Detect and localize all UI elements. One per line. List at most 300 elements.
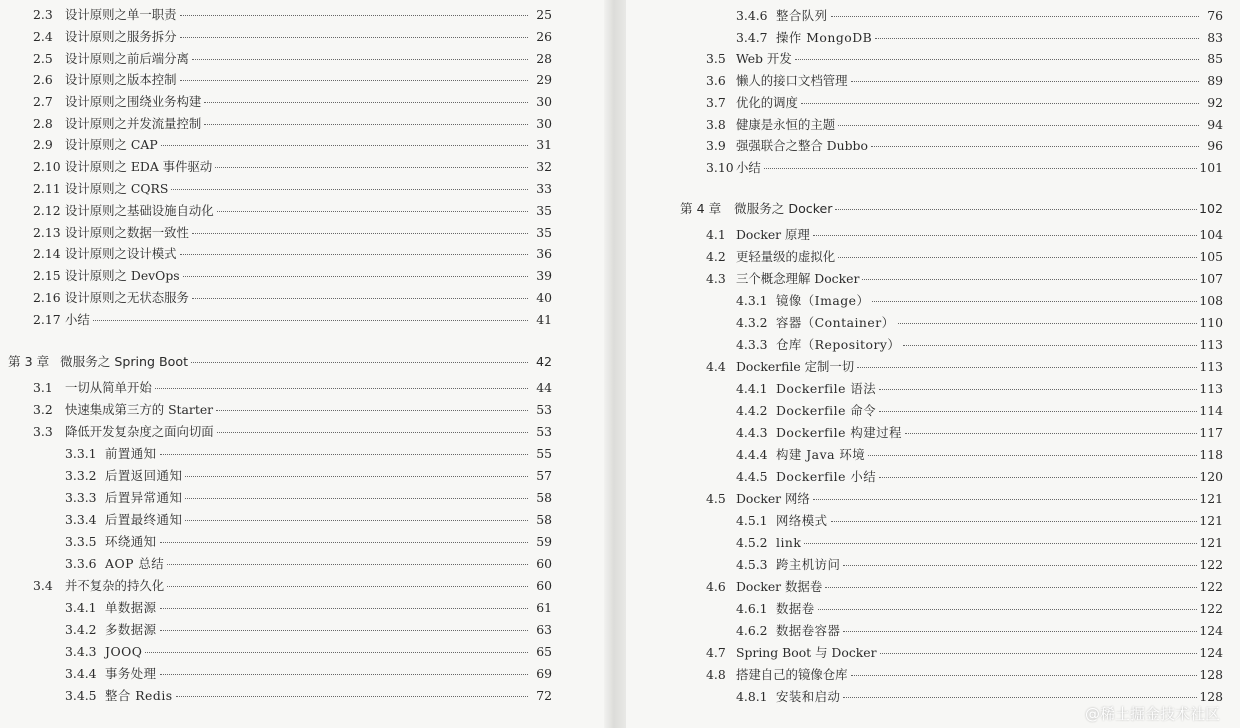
toc-entry-title: Web 开发 (736, 51, 792, 66)
toc-leader-dots (167, 563, 528, 565)
toc-leader-dots (145, 651, 528, 653)
toc-leader-dots (216, 409, 528, 411)
book-gutter (604, 0, 626, 728)
toc-entry-title: 三个概念理解 Docker (736, 271, 860, 286)
toc-entry-number: 2.5 (33, 51, 53, 66)
toc-entry-title: 构建 Java 环境 (776, 447, 866, 462)
toc-entry (706, 115, 1223, 135)
toc-entry-number: 3.2 (33, 402, 53, 417)
toc-entry-title: Dockerfile 语法 (776, 381, 877, 396)
toc-entry (706, 49, 1223, 69)
toc-entry (33, 114, 552, 134)
toc-entry (736, 621, 1223, 641)
toc-entry-page: 61 (536, 600, 552, 615)
toc-entry-page: 39 (536, 268, 552, 283)
toc-leader-dots (192, 232, 528, 234)
toc-entry-title: 后置异常通知 (105, 490, 183, 505)
toc-entry (736, 28, 1223, 48)
toc-entry-page: 69 (536, 666, 552, 681)
toc-entry-number: 3.7 (706, 95, 726, 110)
toc-entry-page: 44 (536, 380, 552, 395)
toc-leader-dots (204, 123, 528, 125)
toc-leader-dots (215, 166, 528, 168)
toc-entry (33, 378, 552, 398)
toc-entry (33, 135, 552, 155)
toc-entry-number: 4.1 (706, 227, 726, 242)
toc-entry-page: 121 (1199, 535, 1223, 550)
toc-entry-page: 25 (536, 7, 552, 22)
toc-entry-number: 4.3.1 (736, 293, 768, 308)
toc-leader-dots (851, 674, 1198, 676)
toc-leader-dots (160, 607, 528, 609)
toc-leader-dots (180, 36, 528, 38)
toc-entry-number: 2.13 (33, 225, 61, 240)
toc-entry-number: 3.3.2 (65, 468, 97, 483)
toc-entry-title: Docker 网络 (736, 491, 810, 506)
toc-entry-title: Spring Boot 与 Docker (736, 645, 877, 660)
toc-entry (706, 93, 1223, 113)
toc-entry-title: 镜像（Image） (776, 293, 870, 308)
toc-entry-page: 53 (536, 424, 552, 439)
toc-entry-page: 113 (1199, 381, 1223, 396)
toc-entry-number: 4.3 (706, 271, 726, 286)
toc-entry-page: 101 (1199, 160, 1223, 175)
toc-leader-dots (185, 497, 528, 499)
toc-entry-title: 一切从简单开始 (65, 380, 152, 395)
toc-entry (33, 92, 552, 112)
toc-left (0, 0, 604, 728)
toc-entry-page: 36 (536, 246, 552, 261)
toc-leader-dots (879, 476, 1197, 478)
toc-entry-page: 30 (536, 116, 552, 131)
toc-entry (8, 352, 552, 372)
toc-entry-page: 72 (536, 688, 552, 703)
toc-entry-title: 降低开发复杂度之面向切面 (65, 424, 214, 439)
toc-leader-dots (804, 542, 1197, 544)
toc-entry-number: 4.6.2 (736, 623, 768, 638)
toc-entry (736, 555, 1223, 575)
toc-entry (736, 313, 1223, 333)
toc-entry-title: JOOQ (105, 644, 143, 659)
toc-entry-title: 并不复杂的持久化 (65, 578, 165, 593)
toc-entry (65, 620, 552, 640)
toc-entry (33, 244, 552, 264)
toc-entry-page: 31 (536, 137, 552, 152)
toc-entry-page: 122 (1199, 557, 1223, 572)
toc-entry (33, 422, 552, 442)
toc-leader-dots (161, 144, 528, 146)
toc-entry-title: 设计原则之数据一致性 (65, 225, 189, 240)
toc-entry-page: 105 (1199, 249, 1223, 264)
toc-entry-page: 63 (536, 622, 552, 637)
toc-entry-page: 57 (536, 468, 552, 483)
toc-entry-page: 128 (1199, 667, 1223, 682)
toc-entry-number: 3.4.4 (65, 666, 97, 681)
toc-entry-number: 2.12 (33, 203, 61, 218)
toc-entry-page: 41 (536, 312, 552, 327)
toc-entry-number: 4.3.3 (736, 337, 768, 352)
toc-entry-page: 122 (1199, 579, 1223, 594)
toc-entry-number: 4.4 (706, 359, 726, 374)
toc-entry (706, 136, 1223, 156)
toc-entry-page: 85 (1207, 51, 1223, 66)
toc-leader-dots (857, 366, 1197, 368)
toc-entry-number: 3.8 (706, 117, 726, 132)
toc-entry-page: 76 (1207, 8, 1223, 23)
toc-entry (736, 335, 1223, 355)
toc-entry-title: 设计原则之服务拆分 (65, 29, 177, 44)
toc-entry-title: 小结 (736, 160, 761, 175)
toc-entry-title: 环绕通知 (105, 534, 157, 549)
toc-leader-dots (191, 361, 528, 363)
watermark: @稀土掘金技术社区 (1084, 705, 1220, 723)
toc-leader-dots (868, 454, 1197, 456)
toc-entry-number: 2.9 (33, 137, 53, 152)
toc-entry (65, 488, 552, 508)
toc-entry-page: 117 (1199, 425, 1223, 440)
toc-entry-title: Docker 原理 (736, 227, 810, 242)
toc-entry (736, 291, 1223, 311)
toc-leader-dots (176, 695, 528, 697)
left-page (0, 0, 604, 728)
toc-entry-page: 26 (536, 29, 552, 44)
toc-entry-title: 健康是永恒的主题 (736, 117, 836, 132)
toc-entry-number: 3.4.3 (65, 644, 97, 659)
toc-entry-title: 跨主机访问 (776, 557, 841, 572)
toc-entry-title: 更轻量级的虚拟化 (736, 249, 836, 264)
toc-entry-number: 3.3.5 (65, 534, 97, 549)
toc-entry (736, 379, 1223, 399)
toc-entry-number: 3.4.2 (65, 622, 97, 637)
toc-entry-title: 仓库（Repository） (776, 337, 901, 352)
toc-entry-title: 设计原则之 CQRS (65, 181, 169, 196)
toc-entry (33, 49, 552, 69)
toc-entry-page: 113 (1199, 359, 1223, 374)
toc-entry (65, 444, 552, 464)
toc-leader-dots (160, 629, 528, 631)
toc-entry-title: 网络模式 (776, 513, 828, 528)
toc-leader-dots (875, 37, 1199, 39)
toc-leader-dots (871, 145, 1199, 147)
toc-entry-title: 后置返回通知 (105, 468, 183, 483)
toc-leader-dots (155, 387, 528, 389)
toc-entry-number: 4.2 (706, 249, 726, 264)
toc-entry-number: 3.4.7 (736, 30, 768, 45)
toc-entry-number: 4.5.3 (736, 557, 768, 572)
toc-entry (33, 27, 552, 47)
toc-entry-page: 60 (536, 578, 552, 593)
toc-entry-title: Docker 数据卷 (736, 579, 823, 594)
toc-leader-dots (843, 696, 1197, 698)
toc-entry (706, 158, 1223, 178)
toc-entry-title: 设计原则之设计模式 (65, 246, 177, 261)
toc-entry (33, 70, 552, 90)
toc-entry (33, 179, 552, 199)
toc-leader-dots (838, 124, 1199, 126)
toc-leader-dots (879, 388, 1197, 390)
toc-entry-title: 快速集成第三方的 Starter (65, 402, 214, 417)
toc-entry-page: 89 (1207, 73, 1223, 88)
toc-entry-page: 92 (1207, 95, 1223, 110)
toc-right (626, 0, 1240, 728)
toc-entry (736, 401, 1223, 421)
toc-entry-number: 3.4.1 (65, 600, 97, 615)
toc-leader-dots (843, 630, 1197, 632)
toc-entry-page: 120 (1199, 469, 1223, 484)
toc-entry (736, 511, 1223, 531)
toc-entry-page: 59 (536, 534, 552, 549)
toc-entry-number: 3.3.6 (65, 556, 97, 571)
toc-entry-title: 整合队列 (776, 8, 828, 23)
toc-entry-title: 设计原则之版本控制 (65, 72, 177, 87)
toc-leader-dots (204, 101, 528, 103)
toc-entry-title: 微服务之 Spring Boot (60, 354, 189, 369)
toc-leader-dots (171, 188, 528, 190)
toc-leader-dots (801, 102, 1199, 104)
toc-entry (706, 357, 1223, 377)
toc-leader-dots (898, 322, 1198, 324)
toc-entry-number: 4.4.4 (736, 447, 768, 462)
toc-entry-title: 设计原则之前后端分离 (65, 51, 189, 66)
toc-entry (33, 400, 552, 420)
toc-entry-page: 35 (536, 203, 552, 218)
toc-entry (65, 532, 552, 552)
toc-entry (736, 599, 1223, 619)
toc-entry-number: 3.10 (706, 160, 734, 175)
toc-entry-number: 4.8.1 (736, 689, 768, 704)
toc-entry-title: 设计原则之基础设施自动化 (65, 203, 214, 218)
toc-leader-dots (795, 58, 1199, 60)
toc-entry-number: 2.8 (33, 116, 53, 131)
toc-entry-page: 102 (1198, 201, 1223, 216)
toc-entry (33, 223, 552, 243)
toc-leader-dots (183, 275, 528, 277)
toc-leader-dots (825, 586, 1197, 588)
toc-entry-title: Dockerfile 定制一切 (736, 359, 855, 374)
toc-entry-number: 第 4 章 (680, 201, 722, 216)
toc-entry (706, 577, 1223, 597)
toc-entry-number: 3.3.4 (65, 512, 97, 527)
toc-leader-dots (905, 432, 1197, 434)
toc-entry (706, 71, 1223, 91)
toc-entry-title: 设计原则之 DevOps (65, 268, 180, 283)
toc-entry (736, 445, 1223, 465)
toc-entry-page: 65 (536, 644, 552, 659)
toc-leader-dots (160, 673, 528, 675)
toc-leader-dots (180, 79, 528, 81)
toc-entry (65, 664, 552, 684)
toc-entry-page: 58 (536, 490, 552, 505)
toc-entry-number: 4.4.2 (736, 403, 768, 418)
toc-leader-dots (217, 431, 528, 433)
toc-entry-title: 容器（Container） (776, 315, 895, 330)
toc-entry (65, 642, 552, 662)
toc-leader-dots (160, 541, 528, 543)
toc-entry-title: 单数据源 (105, 600, 157, 615)
toc-entry-number: 2.17 (33, 312, 61, 327)
toc-entry-page: 60 (536, 556, 552, 571)
toc-entry-page: 42 (535, 354, 552, 369)
toc-entry-number: 2.6 (33, 72, 53, 87)
toc-entry-title: 多数据源 (105, 622, 157, 637)
toc-entry-page: 108 (1199, 293, 1223, 308)
toc-entry (706, 643, 1223, 663)
toc-entry-title: 操作 MongoDB (776, 30, 873, 45)
toc-entry-page: 35 (536, 225, 552, 240)
toc-entry-number: 2.10 (33, 159, 61, 174)
toc-leader-dots (831, 520, 1198, 522)
toc-entry-page: 55 (536, 446, 552, 461)
toc-leader-dots (185, 519, 528, 521)
toc-entry-number: 2.4 (33, 29, 53, 44)
toc-entry-title: Dockerfile 小结 (776, 469, 877, 484)
toc-entry-title: 前置通知 (105, 446, 157, 461)
toc-leader-dots (813, 234, 1198, 236)
toc-entry-number: 2.3 (33, 7, 53, 22)
toc-leader-dots (862, 278, 1197, 280)
toc-leader-dots (764, 167, 1198, 169)
toc-entry-title: 设计原则之无状态服务 (65, 290, 189, 305)
toc-entry-number: 3.4.6 (736, 8, 768, 23)
toc-entry-title: 设计原则之单一职责 (65, 7, 177, 22)
toc-entry-title: 优化的调度 (736, 95, 798, 110)
toc-entry-title: 微服务之 Docker (734, 201, 833, 216)
toc-leader-dots (813, 498, 1198, 500)
toc-entry-number: 2.11 (33, 181, 61, 196)
toc-entry-number: 2.14 (33, 246, 61, 261)
toc-entry-page: 121 (1199, 513, 1223, 528)
toc-leader-dots (818, 608, 1198, 610)
toc-leader-dots (879, 410, 1197, 412)
toc-entry (33, 266, 552, 286)
toc-entry (706, 665, 1223, 685)
toc-leader-dots (192, 58, 528, 60)
toc-entry-title: Dockerfile 构建过程 (776, 425, 902, 440)
toc-entry-title: Dockerfile 命令 (776, 403, 877, 418)
toc-entry-page: 40 (536, 290, 552, 305)
toc-entry (33, 310, 552, 330)
toc-entry-page: 96 (1207, 138, 1223, 153)
toc-leader-dots (835, 208, 1196, 210)
toc-entry-title: 数据卷容器 (776, 623, 841, 638)
toc-entry (706, 247, 1223, 267)
toc-entry (736, 467, 1223, 487)
toc-entry-number: 3.1 (33, 380, 53, 395)
toc-entry-title: 后置最终通知 (105, 512, 183, 527)
toc-entry (33, 576, 552, 596)
toc-entry (65, 554, 552, 574)
toc-entry-page: 83 (1207, 30, 1223, 45)
toc-entry (706, 269, 1223, 289)
right-page (626, 0, 1240, 728)
toc-entry-number: 第 3 章 (8, 354, 50, 369)
toc-entry (680, 199, 1223, 219)
toc-entry-page: 118 (1199, 447, 1223, 462)
toc-entry-page: 29 (536, 72, 552, 87)
toc-entry-title: 设计原则之 CAP (65, 137, 158, 152)
toc-entry-page: 58 (536, 512, 552, 527)
toc-entry-title: 搭建自己的镜像仓库 (736, 667, 848, 682)
toc-entry-number: 4.3.2 (736, 315, 768, 330)
toc-entry-title: 懒人的接口文档管理 (736, 73, 848, 88)
toc-entry-page: 110 (1199, 315, 1223, 330)
toc-leader-dots (838, 256, 1197, 258)
toc-leader-dots (167, 585, 528, 587)
toc-entry-number: 2.15 (33, 268, 61, 283)
toc-entry (736, 6, 1223, 26)
toc-entry-number: 4.8 (706, 667, 726, 682)
toc-entry-number: 3.4 (33, 578, 53, 593)
toc-entry-number: 3.9 (706, 138, 726, 153)
toc-leader-dots (185, 475, 528, 477)
toc-entry-page: 121 (1199, 491, 1223, 506)
toc-entry-number: 4.6.1 (736, 601, 768, 616)
toc-entry-number: 4.5.2 (736, 535, 768, 550)
toc-entry-number: 4.6 (706, 579, 726, 594)
toc-entry-number: 3.3.3 (65, 490, 97, 505)
toc-entry-page: 124 (1199, 645, 1223, 660)
toc-leader-dots (160, 453, 528, 455)
toc-entry (706, 225, 1223, 245)
toc-entry-title: link (776, 535, 802, 550)
toc-leader-dots (880, 652, 1198, 654)
toc-entry-page: 94 (1207, 117, 1223, 132)
toc-leader-dots (93, 319, 528, 321)
toc-entry (736, 423, 1223, 443)
toc-entry-number: 2.16 (33, 290, 61, 305)
toc-entry-number: 4.7 (706, 645, 726, 660)
toc-entry-title: 事务处理 (105, 666, 157, 681)
toc-entry-number: 3.3.1 (65, 446, 97, 461)
toc-entry-number: 4.4.1 (736, 381, 768, 396)
toc-entry-title: 整合 Redis (105, 688, 173, 703)
toc-entry-number: 4.5.1 (736, 513, 768, 528)
toc-entry-page: 122 (1199, 601, 1223, 616)
toc-leader-dots (180, 14, 528, 16)
toc-entry-page: 124 (1199, 623, 1223, 638)
toc-leader-dots (851, 80, 1199, 82)
toc-entry (736, 533, 1223, 553)
toc-entry-page: 28 (536, 51, 552, 66)
toc-entry (65, 510, 552, 530)
toc-entry-page: 107 (1199, 271, 1223, 286)
toc-leader-dots (217, 210, 528, 212)
toc-entry (33, 5, 552, 25)
toc-entry-number: 4.4.5 (736, 469, 768, 484)
toc-entry (33, 157, 552, 177)
toc-entry-number: 2.7 (33, 94, 53, 109)
toc-entry-number: 3.5 (706, 51, 726, 66)
toc-entry-title: AOP 总结 (105, 556, 165, 571)
toc-entry (33, 288, 552, 308)
toc-entry-title: 数据卷 (776, 601, 815, 616)
toc-entry-page: 114 (1199, 403, 1223, 418)
toc-entry (706, 489, 1223, 509)
toc-entry-title: 设计原则之并发流量控制 (65, 116, 202, 131)
toc-entry-title: 设计原则之 EDA 事件驱动 (65, 159, 213, 174)
toc-entry-page: 32 (536, 159, 552, 174)
toc-entry-number: 3.3 (33, 424, 53, 439)
toc-leader-dots (903, 344, 1197, 346)
toc-entry-number: 3.4.5 (65, 688, 97, 703)
toc-entry-page: 53 (536, 402, 552, 417)
toc-entry-number: 3.6 (706, 73, 726, 88)
toc-entry-page: 33 (536, 181, 552, 196)
toc-entry (65, 598, 552, 618)
toc-entry-page: 113 (1199, 337, 1223, 352)
toc-entry (65, 686, 552, 706)
toc-leader-dots (192, 297, 528, 299)
